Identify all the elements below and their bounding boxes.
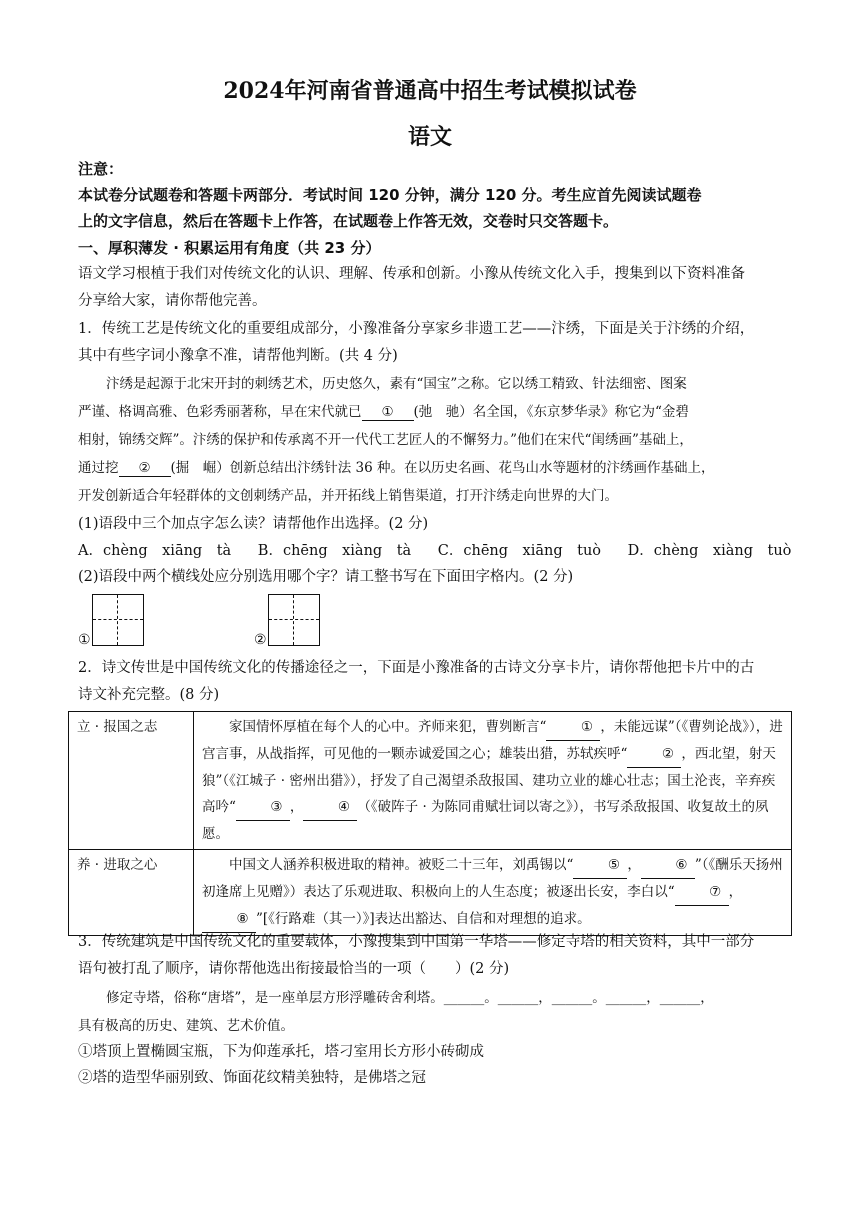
passage-text: 严谨、格调高雅、色彩秀丽著称，早在宋代就已 <box>78 404 362 420</box>
card-text: 中国文人涵养积极进取的精神。被贬二十三年，刘禹锡以“ <box>229 857 574 873</box>
section-1-heading: 一、厚积薄发 · 积累运用有角度（共 23 分） <box>78 239 381 257</box>
option-d[interactable]: D．chèng xiàng tuò <box>627 543 792 559</box>
card-blank-6[interactable]: ⑥ <box>641 852 695 879</box>
q3-stem-2: 语句被打乱了顺序，请你帮他选出衔接最恰当的一项（ ）(2 分) <box>78 961 510 977</box>
exam-title: 2024年河南省普通高中招生考试模拟试卷 <box>223 78 637 104</box>
card-text: ， <box>289 799 304 815</box>
card-blank-3[interactable]: ③ <box>236 794 290 821</box>
passage-text: (掘 崛）创新总结出汴绣针法 36 种。在以历史名画、花鸟山水等题材的汴绣画作基础上， <box>170 460 715 476</box>
q1-subquestion-2: (2)语段中两个横线处应分别选用哪个字？请工整书写在下面田字格内。(2 分) <box>78 569 574 585</box>
table-row <box>69 850 792 936</box>
writing-grid-1[interactable] <box>92 594 144 646</box>
card-blank-5[interactable]: ⑤ <box>573 852 627 879</box>
q3-passage-2: 具有极高的历史、建筑、艺术价值。 <box>78 1018 294 1034</box>
passage-line-4 <box>78 460 715 477</box>
intro-line-2: 分享给大家，请你帮他完善。 <box>78 293 267 309</box>
card-row-2-body <box>194 850 792 936</box>
q1-options <box>78 543 813 560</box>
card-text: ，未能远谋”（《曹刿论战》），进宫言事，从战指挥，可见他的一颗赤诚爱国之心；雄装出猎，苏轼疾呼“ <box>202 719 783 762</box>
table-row <box>69 712 792 850</box>
card-text: ，西北望，射天狼”（《江城子 · 密州出猎》），抒发了自己渴望杀敌报国、建功立业的雄心壮志；国土沦丧，辛弃疾高吟“ <box>202 746 776 815</box>
card-blank-1[interactable]: ① <box>546 714 600 741</box>
card-text: ”[《行路难（其一）》]表达出豁达、自信和对理想的追求。 <box>256 911 591 927</box>
q3-sentence-2: ②塔的造型华丽别致、饰面花纹精美独特，是佛塔之冠 <box>78 1070 426 1086</box>
q1-stem-1: 1．传统工艺是传统文化的重要组成部分，小豫准备分享家乡非遗工艺——汴绣，下面是关于汴绣的介绍， <box>78 321 755 337</box>
card-row-1-body <box>194 712 792 850</box>
intro-line-1: 语文学习根植于我们对传统文化的认识、理解、传承和创新。小豫从传统文化入手，搜集到以下资料准备 <box>78 266 745 282</box>
card-text: ”（《酬乐天扬州初逢席上见赠》）表达了乐观进取、积极向上的人生态度；被逐出长安，李白以“ <box>202 857 783 900</box>
card-text: （《破阵子 · 为陈同甫赋壮词以寄之》），书写杀敌报国、收复故土的夙愿。 <box>202 799 769 842</box>
option-a[interactable]: A．chèng xiāng tà <box>78 543 232 559</box>
q3-stem-1: 3．传统建筑是中国传统文化的重要载体，小豫搜集到中国第一华塔——修定寺塔的相关资料，其中一部分 <box>78 934 755 950</box>
card-blank-7[interactable]: ⑦ <box>675 879 729 906</box>
card-text: ， <box>627 857 641 873</box>
card-text: 家国情怀厚植在每个人的心中。齐师来犯，曹刿断言“ <box>229 719 547 735</box>
card-blank-4[interactable]: ④ <box>303 794 357 821</box>
passage-line-3: 相射，锦绣交辉”。汴绣的保护和传承离不开一代代工艺匠人的不懈努力。”他们在宋代“闺绣画”基础上， <box>78 432 693 448</box>
passage-line-1: 汴绣是起源于北宋开封的刺绣艺术，历史悠久，素有“国宝”之称。它以绣工精致、针法细密、图案 <box>106 376 687 392</box>
passage-line-5: 开发创新适合年轻群体的文创刺绣产品，并开拓线上销售渠道，打开汴绣走向世界的大门。 <box>78 488 618 504</box>
passage-text: 通过挖 <box>78 460 119 476</box>
exam-subject: 语文 <box>407 124 452 150</box>
passage-text: (弛 驰）名全国，《东京梦华录》称它为“金碧 <box>413 404 689 420</box>
poetry-card-table <box>68 711 792 936</box>
notice-line-1: 本试卷分试题卷和答题卡两部分．考试时间 120 分钟，满分 120 分。考生应首先阅读试题卷 <box>78 186 702 204</box>
card-blank-8[interactable]: ⑧ <box>202 906 256 933</box>
card-row-2-head: 养 · 进取之心 <box>69 850 194 936</box>
q3-sentence-1: ①塔顶上置椭圆宝瓶，下为仰莲承托，塔刁室用长方形小砖砌成 <box>78 1044 484 1060</box>
grid-label-2: ② <box>254 632 267 648</box>
answer-blank-1[interactable]: ① <box>362 404 414 421</box>
card-blank-2[interactable]: ② <box>627 741 681 768</box>
writing-grid-2[interactable] <box>268 594 320 646</box>
q2-stem-2: 诗文补充完整。(8 分) <box>78 687 220 703</box>
passage-line-2 <box>78 404 689 421</box>
q3-passage-1: 修定寺塔，俗称“唐塔”，是一座单层方形浮雕砖舍利塔。______。______，______。______，______， <box>106 990 714 1006</box>
card-text: ， <box>728 884 743 900</box>
q1-stem-2: 其中有些字词小豫拿不准，请帮他判断。(共 4 分) <box>78 348 398 364</box>
grid-label-1: ① <box>78 632 91 648</box>
card-row-1-head: 立 · 报国之志 <box>69 712 194 850</box>
option-b[interactable]: B．chēng xiàng tà <box>257 543 412 559</box>
answer-blank-2[interactable]: ② <box>119 460 171 477</box>
q2-stem-1: 2．诗文传世是中国传统文化的传播途径之一，下面是小豫准备的古诗文分享卡片，请你帮他把卡片中的古 <box>78 660 755 676</box>
q1-subquestion-1: (1)语段中三个加点字怎么读？请帮他作出选择。(2 分) <box>78 516 429 532</box>
notice-line-2: 上的文字信息，然后在答题卡上作答，在试题卷上作答无效，交卷时只交答题卡。 <box>78 212 619 230</box>
notice-label: 注意： <box>78 160 124 178</box>
option-c[interactable]: C．chēng xiāng tuò <box>437 543 602 559</box>
